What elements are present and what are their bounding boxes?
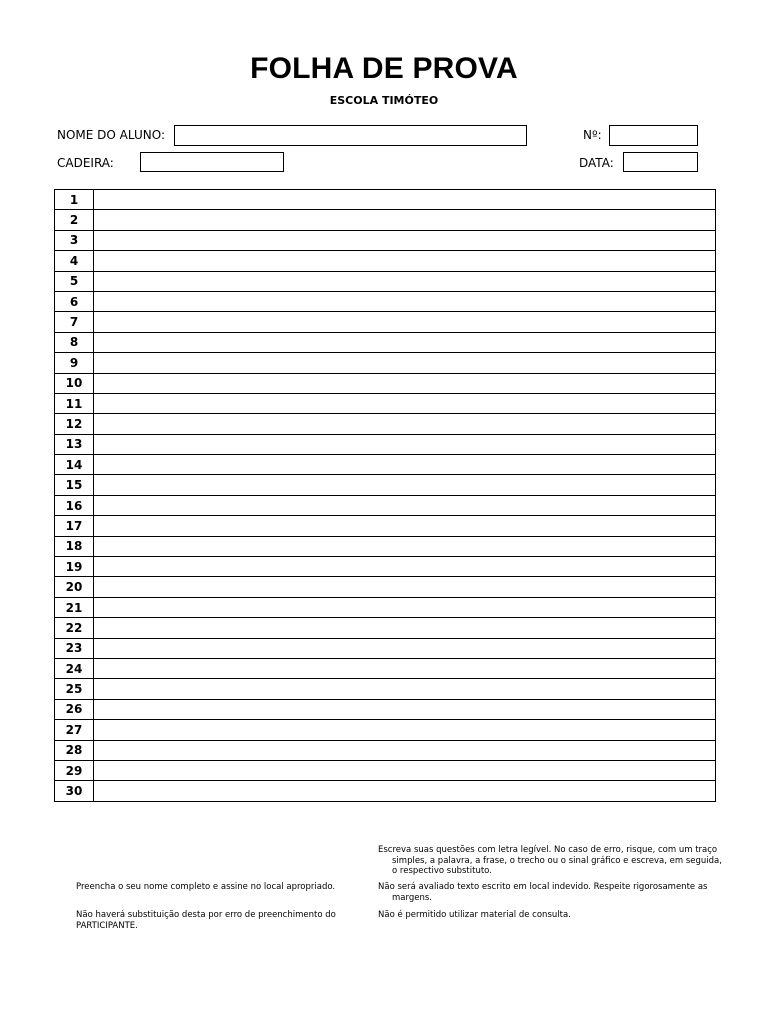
- row-number: 8: [55, 332, 94, 352]
- answer-line[interactable]: [94, 312, 716, 332]
- answer-row: [55, 230, 716, 250]
- date-field[interactable]: [623, 152, 698, 172]
- answer-line[interactable]: [94, 251, 716, 271]
- answer-row: [55, 393, 716, 413]
- answer-line[interactable]: [94, 210, 716, 230]
- answer-line[interactable]: [94, 190, 716, 210]
- row-number: 4: [55, 251, 94, 271]
- row-number: 28: [55, 740, 94, 760]
- row-number: 18: [55, 536, 94, 556]
- answer-row: [55, 495, 716, 515]
- answer-row: [55, 679, 716, 699]
- row-number: 16: [55, 495, 94, 515]
- answer-row: [55, 658, 716, 678]
- row-number: 12: [55, 414, 94, 434]
- answer-row: [55, 638, 716, 658]
- answer-line[interactable]: [94, 230, 716, 250]
- date-label: DATA:: [579, 156, 614, 170]
- answer-row: [55, 312, 716, 332]
- answer-line[interactable]: [94, 557, 716, 577]
- row-number: 25: [55, 679, 94, 699]
- answer-row: [55, 251, 716, 271]
- answer-row: [55, 740, 716, 760]
- answer-row: [55, 455, 716, 475]
- answer-row: [55, 781, 716, 801]
- answer-line[interactable]: [94, 597, 716, 617]
- row-number: 15: [55, 475, 94, 495]
- answer-row: [55, 760, 716, 780]
- row-number: 30: [55, 781, 94, 801]
- row-number: 23: [55, 638, 94, 658]
- row-number: 7: [55, 312, 94, 332]
- answer-line[interactable]: [94, 475, 716, 495]
- number-field[interactable]: [609, 125, 698, 146]
- row-number: 22: [55, 618, 94, 638]
- student-name-label: NOME DO ALUNO:: [57, 128, 166, 142]
- instruction-margins: Não será avaliado texto escrito em local indevido. Respeite rigorosamente as margens.: [378, 882, 708, 903]
- answer-line[interactable]: [94, 536, 716, 556]
- row-number: 27: [55, 720, 94, 740]
- answer-row: [55, 577, 716, 597]
- answer-row: [55, 190, 716, 210]
- answer-line[interactable]: [94, 638, 716, 658]
- answer-row: [55, 516, 716, 536]
- row-number: 29: [55, 760, 94, 780]
- answer-grid: [54, 189, 716, 802]
- row-number: 9: [55, 353, 94, 373]
- answer-row: [55, 414, 716, 434]
- row-number: 2: [55, 210, 94, 230]
- answer-row: [55, 332, 716, 352]
- answer-row: [55, 271, 716, 291]
- row-number: 11: [55, 393, 94, 413]
- row-number: 13: [55, 434, 94, 454]
- answer-line[interactable]: [94, 679, 716, 699]
- row-number: 3: [55, 230, 94, 250]
- row-number: 26: [55, 699, 94, 719]
- answer-line[interactable]: [94, 658, 716, 678]
- answer-row: [55, 475, 716, 495]
- subject-field[interactable]: [140, 152, 284, 172]
- student-name-field[interactable]: [174, 125, 527, 146]
- answer-row: [55, 618, 716, 638]
- row-number: 24: [55, 658, 94, 678]
- answer-line[interactable]: [94, 373, 716, 393]
- row-number: 1: [55, 190, 94, 210]
- row-number: 20: [55, 577, 94, 597]
- answer-line[interactable]: [94, 516, 716, 536]
- answer-line[interactable]: [94, 271, 716, 291]
- answer-row: [55, 434, 716, 454]
- answer-line[interactable]: [94, 577, 716, 597]
- instruction-no-consultation: Não é permitido utilizar material de consulta.: [378, 910, 571, 920]
- answer-line[interactable]: [94, 393, 716, 413]
- answer-line[interactable]: [94, 434, 716, 454]
- answer-line[interactable]: [94, 455, 716, 475]
- instruction-fill-name: Preencha o seu nome completo e assine no local apropriado.: [76, 882, 336, 892]
- answer-line[interactable]: [94, 618, 716, 638]
- school-name: ESCOLA TIMÓTEO: [329, 94, 439, 107]
- row-number: 5: [55, 271, 94, 291]
- answer-row: [55, 699, 716, 719]
- subject-label: CADEIRA:: [57, 156, 114, 170]
- row-number: 6: [55, 291, 94, 311]
- answer-row: [55, 291, 716, 311]
- answer-line[interactable]: [94, 781, 716, 801]
- row-number: 21: [55, 597, 94, 617]
- answer-row: [55, 353, 716, 373]
- answer-line[interactable]: [94, 353, 716, 373]
- answer-row: [55, 720, 716, 740]
- answer-line[interactable]: [94, 720, 716, 740]
- answer-row: [55, 557, 716, 577]
- answer-line[interactable]: [94, 495, 716, 515]
- instruction-legible-writing: Escreva suas questões com letra legível. No caso de erro, risque, com um traço simples, a palavra, a frase, o trecho ou o sinal gráfico e escreva, em seguida, o respectivo substituto.: [378, 845, 722, 876]
- answer-line[interactable]: [94, 760, 716, 780]
- answer-line[interactable]: [94, 414, 716, 434]
- row-number: 17: [55, 516, 94, 536]
- answer-line[interactable]: [94, 291, 716, 311]
- answer-line[interactable]: [94, 699, 716, 719]
- answer-line[interactable]: [94, 740, 716, 760]
- answer-row: [55, 373, 716, 393]
- row-number: 19: [55, 557, 94, 577]
- answer-row: [55, 210, 716, 230]
- row-number: 14: [55, 455, 94, 475]
- page-title: FOLHA DE PROVA: [250, 52, 518, 85]
- row-number: 10: [55, 373, 94, 393]
- number-label: Nº:: [583, 128, 602, 142]
- answer-line[interactable]: [94, 332, 716, 352]
- answer-row: [55, 597, 716, 617]
- answer-row: [55, 536, 716, 556]
- instruction-no-substitution: Não haverá substituição desta por erro de preenchimento do PARTICIPANTE.: [76, 910, 336, 931]
